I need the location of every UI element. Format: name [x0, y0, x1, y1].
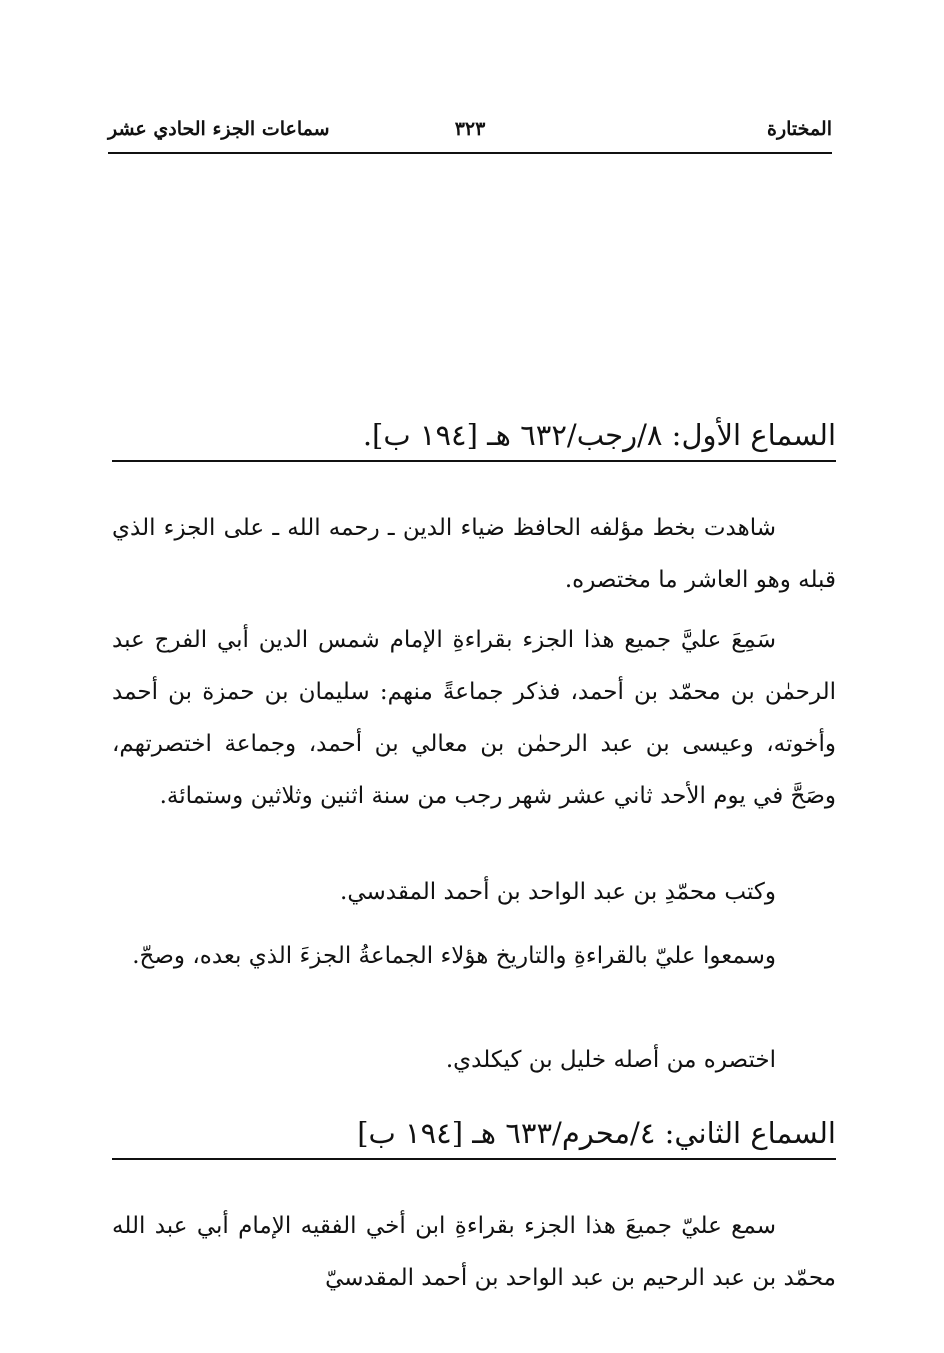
sama1-paragraph-1	[112, 502, 836, 606]
section-title: سماعات الجزء الحادي عشر	[108, 118, 330, 140]
sama1-heading: السماع الأول: ٨/رجب/٦٣٢ هـ [١٩٤ ب].	[112, 418, 836, 462]
sama1-paragraph-4-text: وسمعوا عليّ بالقراءةِ والتاريخ هؤلاء الجماعةُ الجزءَ الذي بعده، وصحّ.	[132, 943, 776, 969]
sama1-paragraph-5-text: اختصره من أصله خليل بن كيكلدي.	[445, 1047, 776, 1073]
sama1-paragraph-1-text: شاهدت بخط مؤلفه الحافظ ضياء الدين ـ رحمه الله ـ على الجزء الذي قبله وهو العاشر ما مختصره.	[112, 515, 836, 593]
sama1-paragraph-2-text: سَمِعَ عليَّ جميع هذا الجزء بقراءةِ الإمام شمس الدين أبي الفرج عبد الرحمٰن بن محمّد بن أحمد، فذكر جماعةً منهم: سليمان بن حمزة بن أحمد وأخوته، وعيسى بن عبد الرحمٰن بن معالي بن أحمد، وجماعة اختصرتهم، وصَحَّ في يوم الأحد ثاني عشر شهر رجب من سنة اثنين وثلاثين وستمائة.	[112, 627, 836, 809]
sama1-paragraph-3	[112, 866, 836, 918]
sama1-paragraph-3-text: وكتب محمّدِ بن عبد الواحد بن أحمد المقدسي.	[340, 879, 776, 905]
sama2-heading: السماع الثاني: ٤/محرم/٦٣٣ هـ [١٩٤ ب]	[112, 1116, 836, 1160]
sama2-paragraph-1-text: سمع عليّ جميعَ هذا الجزء بقراءةِ ابن أخي الفقيه الإمام أبي عبد الله محمّد بن عبد الرحيم بن عبد الواحد بن أحمد المقدسيّ	[112, 1213, 836, 1291]
sama1-paragraph-5	[112, 1034, 836, 1086]
book-title: المختارة	[767, 118, 832, 140]
sama1-paragraph-2	[112, 614, 836, 822]
page-number: ٣٢٣	[454, 118, 486, 140]
sama2-paragraph-1	[112, 1200, 836, 1304]
page-header	[108, 114, 832, 154]
sama1-paragraph-4	[112, 930, 836, 982]
